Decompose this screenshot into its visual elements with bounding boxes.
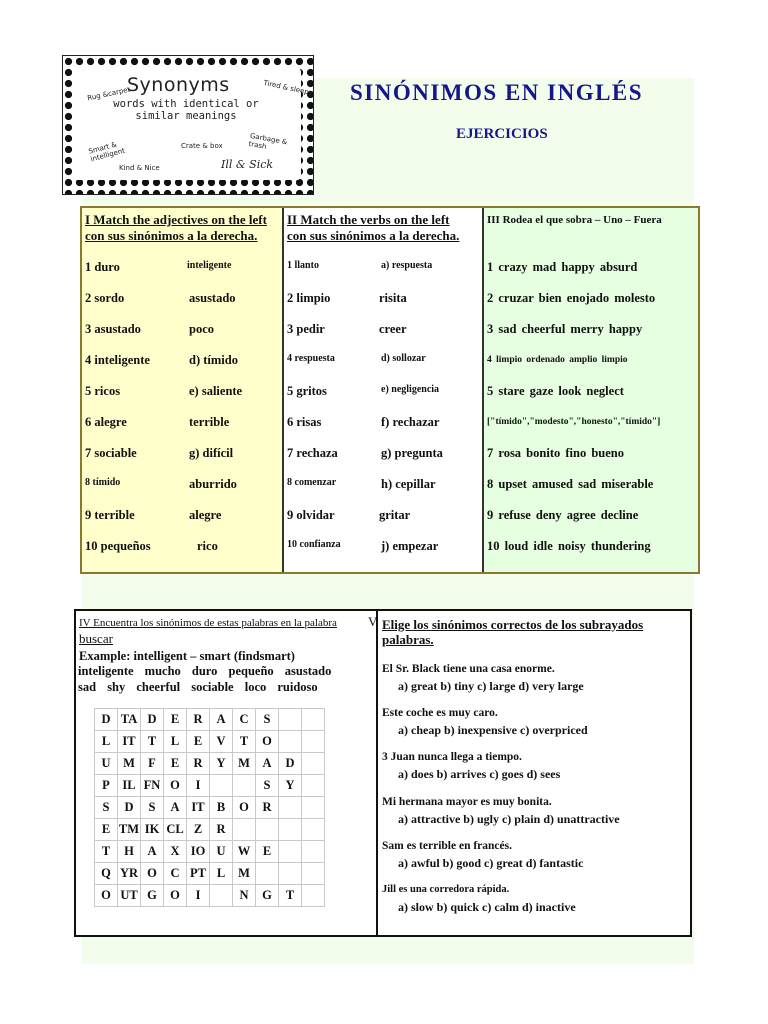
section1-left-word: 7 sociable — [85, 446, 137, 460]
section1-heading: I Match the adjectives on the left con sus sinónimos a la derecha. — [85, 212, 267, 243]
grid-cell: W — [233, 841, 256, 863]
section3-row: 8 upset amused sad miserable — [487, 477, 654, 491]
grid-cell: B — [210, 797, 233, 819]
section1-left-word: 6 alegre — [85, 415, 127, 429]
section2-left-word: 1 llanto — [287, 260, 319, 271]
rug-label: Rug &carpet — [86, 85, 131, 103]
grid-cell: R — [187, 753, 210, 775]
section2-left-word: 9 olvidar — [287, 508, 335, 522]
grid-cell: IK — [141, 819, 164, 841]
grid-cell — [279, 819, 302, 841]
grid-cell: YR — [118, 863, 141, 885]
grid-cell — [302, 863, 325, 885]
section5-marker: V — [368, 614, 378, 629]
section3-column — [484, 208, 698, 572]
grid-cell — [302, 753, 325, 775]
grid-cell: R — [210, 819, 233, 841]
section4-example: Example: intelligent – smart (findsmart) — [79, 649, 295, 663]
grid-cell: E — [187, 731, 210, 753]
question-sentence: El Sr. Black tiene una casa enorme. — [382, 663, 555, 675]
section3-row: 7 rosa bonito fino bueno — [487, 446, 624, 460]
grid-cell: Y — [210, 753, 233, 775]
question-options: a) great b) tiny c) large d) very large — [398, 679, 584, 693]
grid-cell — [302, 731, 325, 753]
section3-row: 5 stare gaze look neglect — [487, 384, 624, 398]
grid-cell: L — [95, 731, 118, 753]
section2-right-word: d) sollozar — [381, 353, 426, 364]
section4-heading: IV Encuentra los sinónimos de estas palabras en la palabra — [79, 617, 337, 629]
section2-right-word: e) negligencia — [381, 384, 440, 395]
grid-cell: D — [279, 753, 302, 775]
grid-cell: E — [95, 819, 118, 841]
grid-cell: D — [95, 709, 118, 731]
section1-right-word: terrible — [189, 415, 230, 429]
grid-cell: O — [256, 731, 279, 753]
garbage-label: Garbage & trash — [247, 131, 288, 151]
section1-left-word: 1 duro — [85, 260, 120, 274]
section1-right-word: asustado — [189, 291, 236, 305]
grid-cell: T — [233, 731, 256, 753]
section2-left-word: 6 risas — [287, 415, 322, 429]
grid-cell: E — [164, 753, 187, 775]
grid-cell: A — [256, 753, 279, 775]
section5-multiple-choice — [378, 611, 690, 935]
grid-cell: IL — [118, 775, 141, 797]
grid-cell — [279, 863, 302, 885]
grid-cell — [279, 709, 302, 731]
section2-left-word: 8 comenzar — [287, 477, 337, 488]
ill-label: Ill & Sick — [221, 158, 274, 171]
question-sentence: 3 Juan nunca llega a tiempo. — [382, 751, 522, 763]
tired-label: Tired & sleepy — [262, 78, 314, 98]
section2-left-word: 3 pedir — [287, 322, 325, 336]
question-sentence: Jill es una corredora rápida. — [382, 884, 510, 895]
grid-cell — [256, 863, 279, 885]
section3-row: 4 limpio ordenado amplio limpio — [487, 355, 628, 365]
grid-cell: O — [141, 863, 164, 885]
question-sentence: Este coche es muy caro. — [382, 707, 498, 719]
grid-cell: T — [279, 885, 302, 907]
section2-right-word: g) pregunta — [381, 446, 443, 460]
grid-cell — [233, 775, 256, 797]
section3-row: 3 sad cheerful merry happy — [487, 322, 643, 336]
word-search-grid — [94, 708, 325, 907]
grid-cell — [256, 819, 279, 841]
grid-cell: M — [233, 863, 256, 885]
grid-cell: S — [256, 709, 279, 731]
grid-cell: IT — [187, 797, 210, 819]
grid-cell: Q — [95, 863, 118, 885]
question-options: a) awful b) good c) great d) fantastic — [398, 856, 584, 870]
question-options: a) attractive b) ugly c) plain d) unattractive — [398, 812, 620, 826]
grid-cell — [302, 709, 325, 731]
grid-cell: I — [187, 885, 210, 907]
grid-cell: F — [141, 753, 164, 775]
grid-cell: TA — [118, 709, 141, 731]
question-options: a) does b) arrives c) goes d) sees — [398, 767, 561, 781]
grid-cell: FN — [141, 775, 164, 797]
grid-cell: D — [141, 709, 164, 731]
grid-cell: A — [164, 797, 187, 819]
grid-cell: Z — [187, 819, 210, 841]
grid-row — [95, 885, 325, 907]
grid-row — [95, 797, 325, 819]
synonyms-title: Synonyms — [127, 74, 230, 96]
smart-label: Smart & intelligent — [87, 140, 126, 164]
question-options: a) cheap b) inexpensive c) overpriced — [398, 723, 588, 737]
question-sentence: Mi hermana mayor es muy bonita. — [382, 796, 552, 808]
grid-row — [95, 819, 325, 841]
grid-cell: S — [256, 775, 279, 797]
grid-cell: C — [164, 863, 187, 885]
grid-cell: I — [187, 775, 210, 797]
section2-left-word: 4 respuesta — [287, 353, 335, 364]
section1-left-word: 2 sordo — [85, 291, 125, 305]
grid-cell: C — [233, 709, 256, 731]
section1-right-word: rico — [197, 539, 218, 553]
grid-cell: O — [164, 775, 187, 797]
section1-right-word: poco — [189, 322, 214, 336]
grid-cell: R — [256, 797, 279, 819]
grid-row — [95, 775, 325, 797]
synonyms-subtitle: words with identical or similar meanings — [113, 98, 259, 122]
section2-right-word: j) empezar — [381, 539, 439, 553]
grid-cell: A — [141, 841, 164, 863]
section1-right-word: g) difícil — [189, 446, 234, 460]
crate-label: Crate & box — [181, 142, 223, 150]
section3-heading: III Rodea el que sobra – Uno – Fuera — [487, 214, 662, 226]
section3-row: 1 crazy mad happy absurd — [487, 260, 638, 274]
grid-cell: S — [141, 797, 164, 819]
section1-left-word: 9 terrible — [85, 508, 135, 522]
grid-row — [95, 863, 325, 885]
section1-column — [82, 208, 284, 572]
grid-cell: T — [95, 841, 118, 863]
grid-cell — [302, 819, 325, 841]
section2-right-word: gritar — [379, 508, 411, 522]
exercises-bottom-table — [74, 609, 692, 937]
grid-cell: V — [210, 731, 233, 753]
grid-cell: G — [256, 885, 279, 907]
grid-row — [95, 731, 325, 753]
section2-right-word: a) respuesta — [381, 260, 433, 271]
grid-cell: U — [95, 753, 118, 775]
section1-left-word: 5 ricos — [85, 384, 121, 398]
grid-cell — [302, 885, 325, 907]
kind-label: Kind & Nice — [119, 164, 160, 172]
section2-right-word: risita — [379, 291, 407, 305]
section3-row: 9 refuse deny agree decline — [487, 508, 639, 522]
grid-cell: IT — [118, 731, 141, 753]
section3-row: 10 loud idle noisy thundering — [487, 539, 651, 553]
grid-cell: P — [95, 775, 118, 797]
section3-row: 2 cruzar bien enojado molesto — [487, 291, 656, 305]
grid-row — [95, 841, 325, 863]
section2-left-word: 10 confianza — [287, 539, 341, 550]
grid-cell — [233, 819, 256, 841]
grid-cell: TM — [118, 819, 141, 841]
section1-right-word: aburrido — [189, 477, 237, 491]
section2-left-word: 2 limpio — [287, 291, 331, 305]
section2-right-word: f) rechazar — [381, 415, 440, 429]
grid-cell: A — [210, 709, 233, 731]
grid-cell: M — [118, 753, 141, 775]
grid-cell: L — [210, 863, 233, 885]
synonyms-card — [73, 68, 314, 180]
question-sentence: Sam es terrible en francés. — [382, 840, 512, 852]
section5-heading: Elige los sinónimos correctos de los subrayados palabras. — [382, 617, 644, 647]
section2-left-word: 5 gritos — [287, 384, 327, 398]
section1-left-word: 4 inteligente — [85, 353, 150, 367]
grid-cell: PT — [187, 863, 210, 885]
section2-column — [284, 208, 484, 572]
section2-heading: II Match the verbs on the left con sus sinónimos a la derecha. — [287, 212, 460, 243]
section1-right-word: e) saliente — [189, 384, 243, 398]
grid-cell: R — [187, 709, 210, 731]
grid-cell: T — [141, 731, 164, 753]
grid-cell: E — [164, 709, 187, 731]
grid-cell — [302, 797, 325, 819]
grid-cell: O — [233, 797, 256, 819]
grid-cell — [210, 885, 233, 907]
grid-cell — [302, 775, 325, 797]
grid-cell: Y — [279, 775, 302, 797]
section1-left-word: 8 tímido — [85, 477, 121, 488]
grid-cell: CL — [164, 819, 187, 841]
grid-cell: E — [256, 841, 279, 863]
section1-right-word: inteligente — [187, 260, 232, 271]
question-options: a) slow b) quick c) calm d) inactive — [398, 900, 576, 914]
grid-row — [95, 753, 325, 775]
grid-cell: O — [164, 885, 187, 907]
grid-cell — [210, 775, 233, 797]
grid-cell: S — [95, 797, 118, 819]
words-line-1: inteligente mucho duro pequeño asustado — [78, 664, 332, 678]
section1-right-word: d) tímido — [189, 353, 238, 367]
section1-right-word: alegre — [189, 508, 222, 522]
grid-cell — [279, 841, 302, 863]
grid-cell: O — [95, 885, 118, 907]
grid-cell: D — [118, 797, 141, 819]
grid-cell: N — [233, 885, 256, 907]
grid-cell: U — [210, 841, 233, 863]
grid-cell: X — [164, 841, 187, 863]
grid-row — [95, 709, 325, 731]
section1-left-word: 10 pequeños — [85, 539, 151, 553]
grid-cell — [279, 797, 302, 819]
words-line-2: sad shy cheerful sociable loco ruidoso — [78, 680, 318, 694]
grid-cell: IO — [187, 841, 210, 863]
section1-left-word: 3 asustado — [85, 322, 141, 336]
grid-cell: L — [164, 731, 187, 753]
synonyms-illustration — [62, 55, 314, 195]
page-title: SINÓNIMOS EN INGLÉS — [350, 80, 644, 105]
grid-cell — [279, 731, 302, 753]
section2-left-word: 7 rechaza — [287, 446, 338, 460]
grid-cell: G — [141, 885, 164, 907]
exercises-top-table — [80, 206, 700, 574]
grid-cell — [302, 841, 325, 863]
section2-right-word: h) cepillar — [381, 477, 436, 491]
section3-row: ["tímido","modesto","honesto","tímido"] — [487, 417, 661, 427]
grid-cell: UT — [118, 885, 141, 907]
page-subtitle: EJERCICIOS — [456, 126, 548, 142]
grid-cell: M — [233, 753, 256, 775]
section4-word-search — [76, 611, 378, 935]
section2-right-word: creer — [379, 322, 407, 336]
grid-cell: H — [118, 841, 141, 863]
section4-heading-2: buscar — [79, 631, 113, 646]
